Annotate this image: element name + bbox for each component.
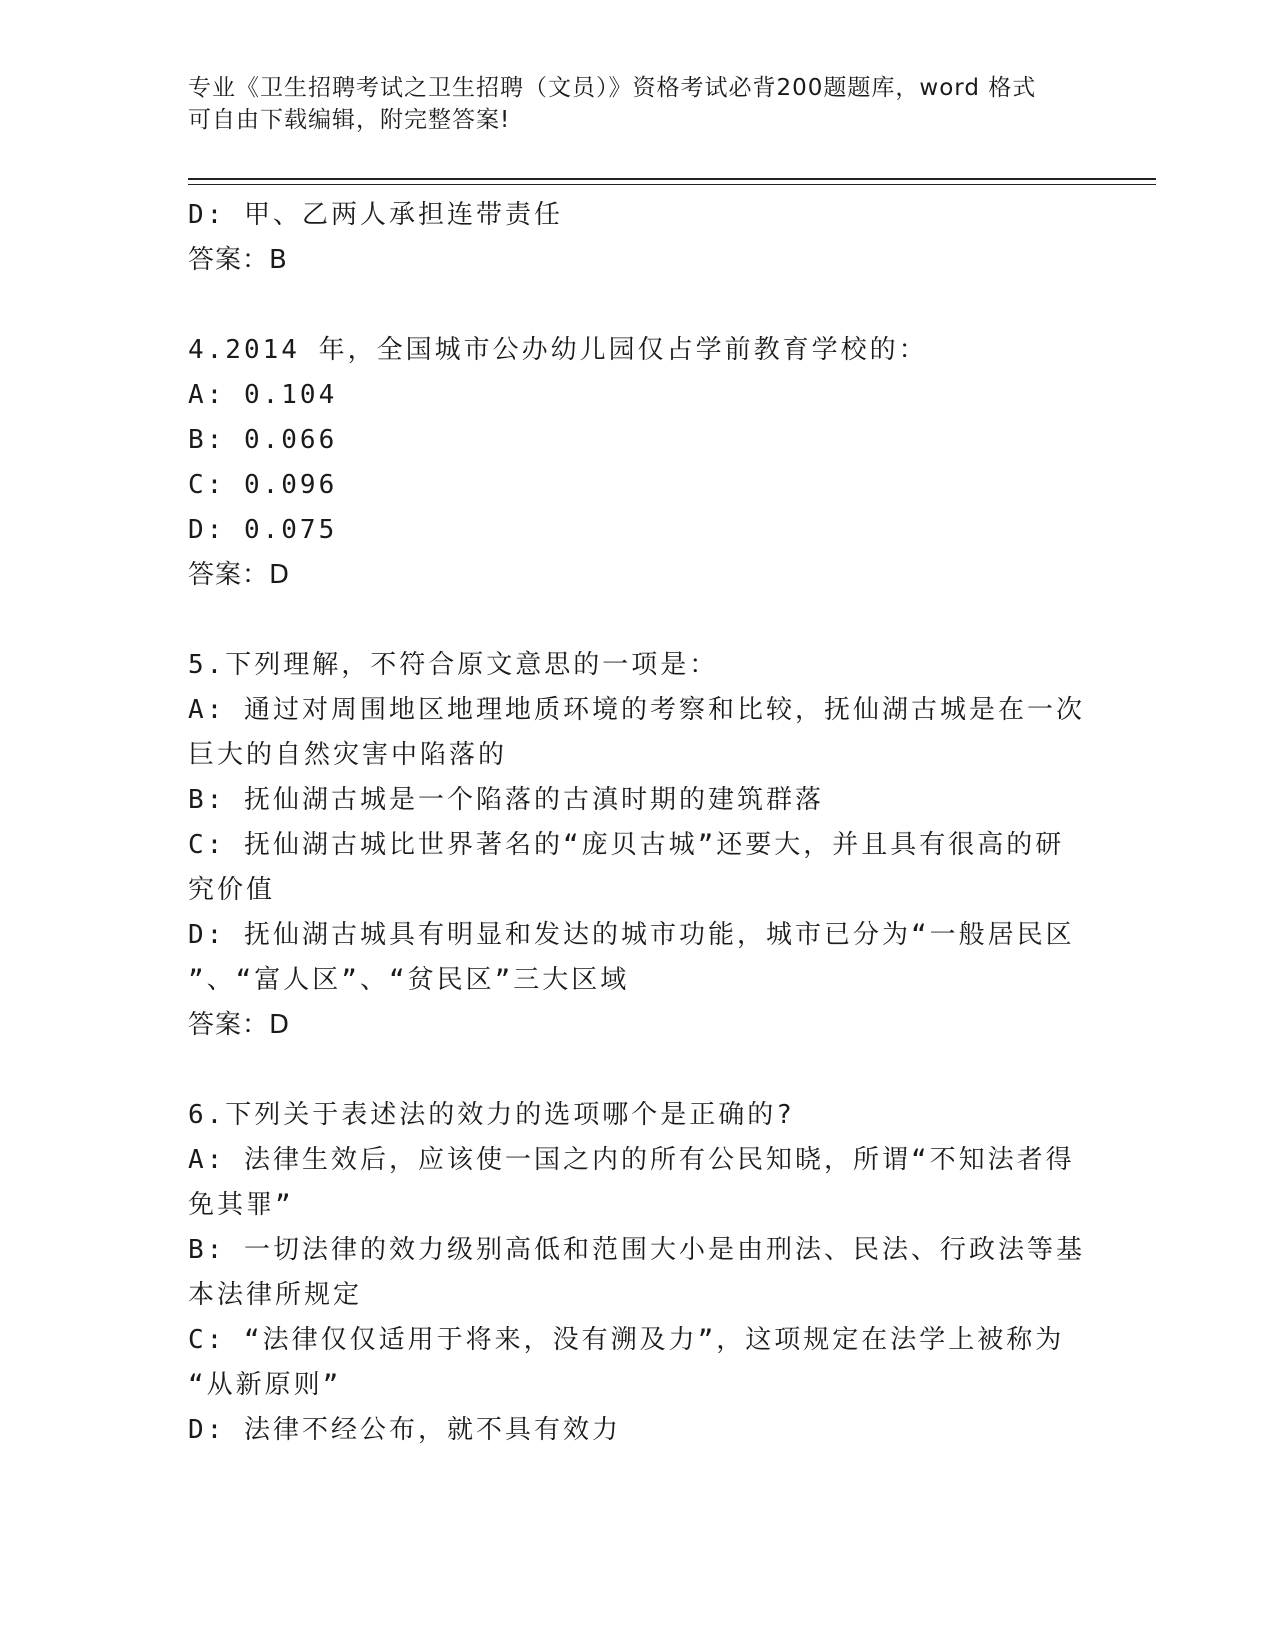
option-a-line-2: 巨大的自然灾害中陷落的 [188, 740, 508, 770]
option-b-line-2: 本法律所规定 [188, 1280, 363, 1310]
question-4-text: 4.2014 年，全国城市公办幼儿园仅占学前教育学校的： [188, 335, 928, 365]
question-5-block [188, 643, 1088, 1048]
option-d-line-2: ”、“富人区”、“贫民区”三大区域 [188, 965, 630, 995]
question-6-text: 6.下列关于表述法的效力的选项哪个是正确的? [188, 1100, 795, 1130]
spacer [188, 283, 1088, 328]
option-b: B: 抚仙湖古城是一个陷落的古滇时期的建筑群落 [188, 785, 824, 815]
option-a-line-1: A: 法律生效后，应该使一国之内的所有公民知晓，所谓“不知法者得 [188, 1145, 1075, 1175]
document-body [188, 193, 1088, 1453]
spacer [188, 1048, 1088, 1093]
header-title-line-2: 可自由下载编辑，附完整答案! [188, 107, 511, 133]
answer-label: 答案：D [188, 1010, 291, 1040]
option-c-line-1: C: “法律仅仅适用于将来，没有溯及力”，这项规定在法学上被称为 [188, 1325, 1065, 1355]
option-c-line-2: 究价值 [188, 875, 276, 905]
option-b: B: 0.066 [188, 425, 338, 455]
option-a-line-2: 免其罪” [188, 1190, 294, 1220]
option-d: D: 甲、乙两人承担连带责任 [188, 200, 563, 230]
option-b-line-1: B: 一切法律的效力级别高低和范围大小是由刑法、民法、行政法等基 [188, 1235, 1085, 1265]
option-d: D: 0.075 [188, 515, 338, 545]
page-header [188, 72, 1068, 136]
answer-label: 答案：D [188, 560, 291, 590]
option-a: A: 0.104 [188, 380, 338, 410]
previous-question-block [188, 193, 1088, 283]
header-divider-thick [188, 178, 1156, 180]
header-title-line-1: 专业《卫生招聘考试之卫生招聘（文员）》资格考试必背200题题库，word 格式 [188, 75, 1037, 101]
option-c-line-1: C: 抚仙湖古城比世界著名的“庞贝古城”还要大，并且具有很高的研 [188, 830, 1065, 860]
option-a-line-1: A: 通过对周围地区地理地质环境的考察和比较，抚仙湖古城是在一次 [188, 695, 1085, 725]
answer-label: 答案：B [188, 245, 288, 275]
question-5-text: 5.下列理解，不符合原文意思的一项是： [188, 650, 719, 680]
option-c-line-2: “从新原则” [188, 1370, 342, 1400]
question-6-block [188, 1093, 1088, 1453]
option-c: C: 0.096 [188, 470, 338, 500]
option-d: D: 法律不经公布，就不具有效力 [188, 1415, 621, 1445]
option-d-line-1: D: 抚仙湖古城具有明显和发达的城市功能，城市已分为“一般居民区 [188, 920, 1075, 950]
question-4-block [188, 328, 1088, 598]
header-divider-thin [188, 184, 1156, 185]
spacer [188, 598, 1088, 643]
